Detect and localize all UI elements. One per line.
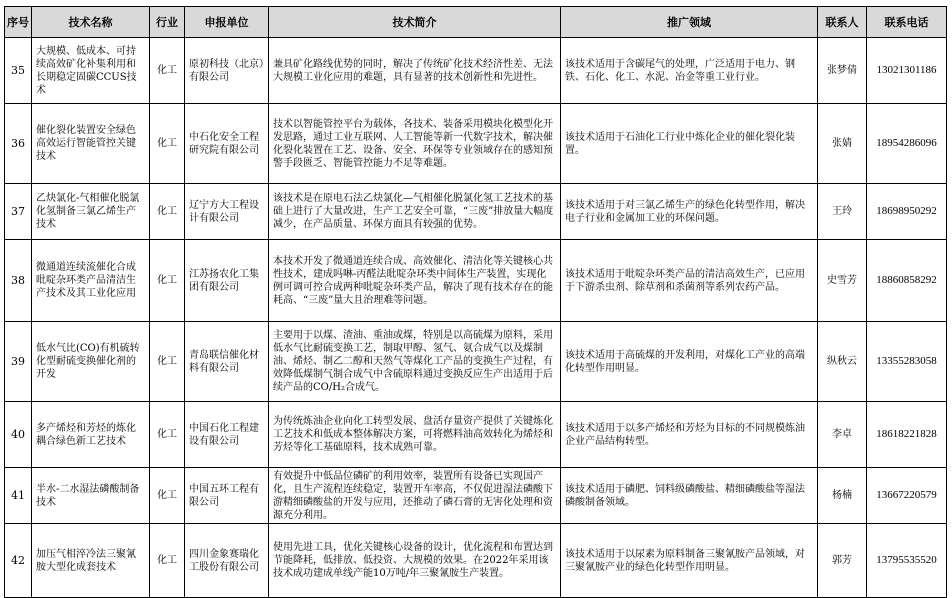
contact-phone-cell: 13667220579 [867,468,947,524]
contact-person-cell: 张婧 [818,104,867,184]
promotion-field-cell: 该技术适用于以多产烯烃和芳烃为目标的不同规模炼油企业产品结构转型。 [561,402,818,468]
tech-name-cell: 半水-二水湿法磷酸制备技术 [32,468,150,524]
contact-person-cell: 李卓 [818,402,867,468]
unit-cell: 四川金象赛瑞化工股份有限公司 [185,524,269,598]
tech-intro-cell: 主要用于以煤、渣油、重油或煤，特别是以高硫煤为原料，采用低水气比耐硫变换工艺，制取甲醇、氢气、氨合成气以及煤制油、烯烃、制乙二醇和天然气等煤化工产品的变换生产过程，有效降低煤制气制合成气中含硫原料通过变换反应生产出适用于后续产品的CO/H₂合成气。 [269,322,561,402]
contact-phone-cell: 18618221828 [867,402,947,468]
tech-name-cell: 大规模、低成本、可持续高效矿化补集利用和长期稳定固碳CCUS技术 [32,38,150,104]
promotion-field-cell: 该技术适用于对三氯乙烯生产的绿色化转型作用，解决电子行业和金属加工业的环保问题。 [561,184,818,240]
row-number-cell: 40 [5,402,32,468]
unit-cell: 中国石化工程建设有限公司 [185,402,269,468]
promotion-field-cell: 该技术适用于含碳尾气的处理，广泛适用于电力、钢铁、石化、化工、水泥、冶金等重工业行业。 [561,38,818,104]
tech-intro-cell: 本技术开发了微通道连续合成、高效催化、清洁化等关键核心共性技术，建成吗啉-丙醛法吡啶杂环类中间体生产装置，实现化例可调可控合成两种吡啶杂环类产品，解决了现有技术存在的能耗高、“三废”量大且治理难等问题。 [269,240,561,322]
table-row [5,402,947,468]
table-row [5,524,947,598]
contact-phone-cell: 18860858292 [867,240,947,322]
contact-person-cell: 张梦倩 [818,38,867,104]
row-number-cell: 38 [5,240,32,322]
tech-intro-cell: 有效提升中低品位磷矿的利用效率，装置所有设备已实现国产化，且生产流程连续稳定，装置开车率高，不仅促进湿法磷酸下游精细磷酸盐的开发与应用，还推动了磷石膏的无害化处理和资源充分利用。 [269,468,561,524]
row-number-cell: 41 [5,468,32,524]
table-row [5,104,947,184]
tech-intro-cell: 使用先进工具，优化关键核心设备的设计，优化流程和布置达到节能降耗，低排放、低投资、大规模的效果。在2022年采用该技术成功建成单线产能10万吨/年三聚氰胺生产装置。 [269,524,561,598]
contact-phone-cell: 13795535520 [867,524,947,598]
header-intro: 技术简介 [269,7,561,38]
contact-person-cell: 郭芳 [818,524,867,598]
tech-intro-cell: 该技术是在原电石法乙炔氯化—气相催化脱氯化氢工艺技术的基础上进行了大量改进，生产工艺安全可靠，“三废”排放量大幅度减少，在产品质量、环保方面具有较强的优势。 [269,184,561,240]
tech-name-cell: 催化裂化装置安全绿色高效运行智能管控关键技术 [32,104,150,184]
row-number-cell: 42 [5,524,32,598]
unit-cell: 中石化安全工程研究院有限公司 [185,104,269,184]
contact-person-cell: 王玲 [818,184,867,240]
promotion-field-cell: 该技术适用于石油化工行业中炼化企业的催化裂化装置。 [561,104,818,184]
industry-cell: 化工 [150,322,185,402]
contact-phone-cell: 18954286096 [867,104,947,184]
promotion-field-cell: 该技术适用于吡啶杂环类产品的清洁高效生产，已应用于下游杀虫剂、除草剂和杀菌剂等系列农药产品。 [561,240,818,322]
promotion-field-cell: 该技术适用于高硫煤的开发利用，对煤化工产业的高端化转型作用明显。 [561,322,818,402]
row-number-cell: 39 [5,322,32,402]
contact-phone-cell: 13021301186 [867,38,947,104]
header-no: 序号 [5,7,32,38]
unit-cell: 江苏扬农化工集团有限公司 [185,240,269,322]
unit-cell: 原初科技（北京）有限公司 [185,38,269,104]
tech-name-cell: 低水气比(CO)有机硫转化型耐硫变换催化剂的开发 [32,322,150,402]
row-number-cell: 37 [5,184,32,240]
unit-cell: 青岛联信催化材料有限公司 [185,322,269,402]
table-row [5,240,947,322]
contact-person-cell: 史雪芳 [818,240,867,322]
technology-table [4,6,947,598]
industry-cell: 化工 [150,468,185,524]
tech-name-cell: 多产烯烃和芳烃的炼化耦合绿色新工艺技术 [32,402,150,468]
row-number-cell: 35 [5,38,32,104]
table-header-row [5,7,947,38]
header-field: 推广领域 [561,7,818,38]
unit-cell: 中国五环工程有限公司 [185,468,269,524]
table-row [5,184,947,240]
header-phone: 联系电话 [867,7,947,38]
industry-cell: 化工 [150,184,185,240]
promotion-field-cell: 该技术适用于磷肥、饲料级磷酸盐、精细磷酸盐等湿法磷酸制备领域。 [561,468,818,524]
tech-intro-cell: 技术以智能管控平台为载体，各技术、装备采用模块化模型化开发思路，通过工业互联网、人工智能等新一代数字技术，解决催化裂化装置在工艺、设备、安全、环保等专业领域存在的感知预警手段匮乏、智能管控能力不足等难题。 [269,104,561,184]
unit-cell: 辽宁方大工程设计有限公司 [185,184,269,240]
industry-cell: 化工 [150,38,185,104]
row-number-cell: 36 [5,104,32,184]
table-row [5,322,947,402]
header-industry: 行业 [150,7,185,38]
industry-cell: 化工 [150,524,185,598]
industry-cell: 化工 [150,104,185,184]
industry-cell: 化工 [150,240,185,322]
table-row [5,38,947,104]
tech-name-cell: 乙炔氯化-气相催化脱氯化氢制备三氯乙烯生产技术 [32,184,150,240]
table-row [5,468,947,524]
contact-person-cell: 纵秋云 [818,322,867,402]
header-contact: 联系人 [818,7,867,38]
header-tech-name: 技术名称 [32,7,150,38]
tech-intro-cell: 兼具矿化路线优势的同时，解决了传统矿化技术经济性差、无法大规模工业化应用的难题，具有显著的技术创新性和先进性。 [269,38,561,104]
industry-cell: 化工 [150,402,185,468]
header-unit: 申报单位 [185,7,269,38]
promotion-field-cell: 该技术适用于以尿素为原料制备三聚氰胺产品领域，对三聚氰胺产业的绿色化转型作用明显。 [561,524,818,598]
contact-phone-cell: 13355283058 [867,322,947,402]
tech-intro-cell: 为传统炼油企业向化工转型发展、盘活存量资产提供了关键炼化工艺技术和低成本整体解决方案，可将燃料油高效转化为烯烃和芳烃等化工基础原料，技术成熟可靠。 [269,402,561,468]
tech-name-cell: 加压气相淬冷法三聚氰胺大型化成套技术 [32,524,150,598]
tech-name-cell: 微通道连续流催化合成吡啶杂环类产品清洁生产技术及其工业化应用 [32,240,150,322]
contact-person-cell: 杨楠 [818,468,867,524]
contact-phone-cell: 18698950292 [867,184,947,240]
